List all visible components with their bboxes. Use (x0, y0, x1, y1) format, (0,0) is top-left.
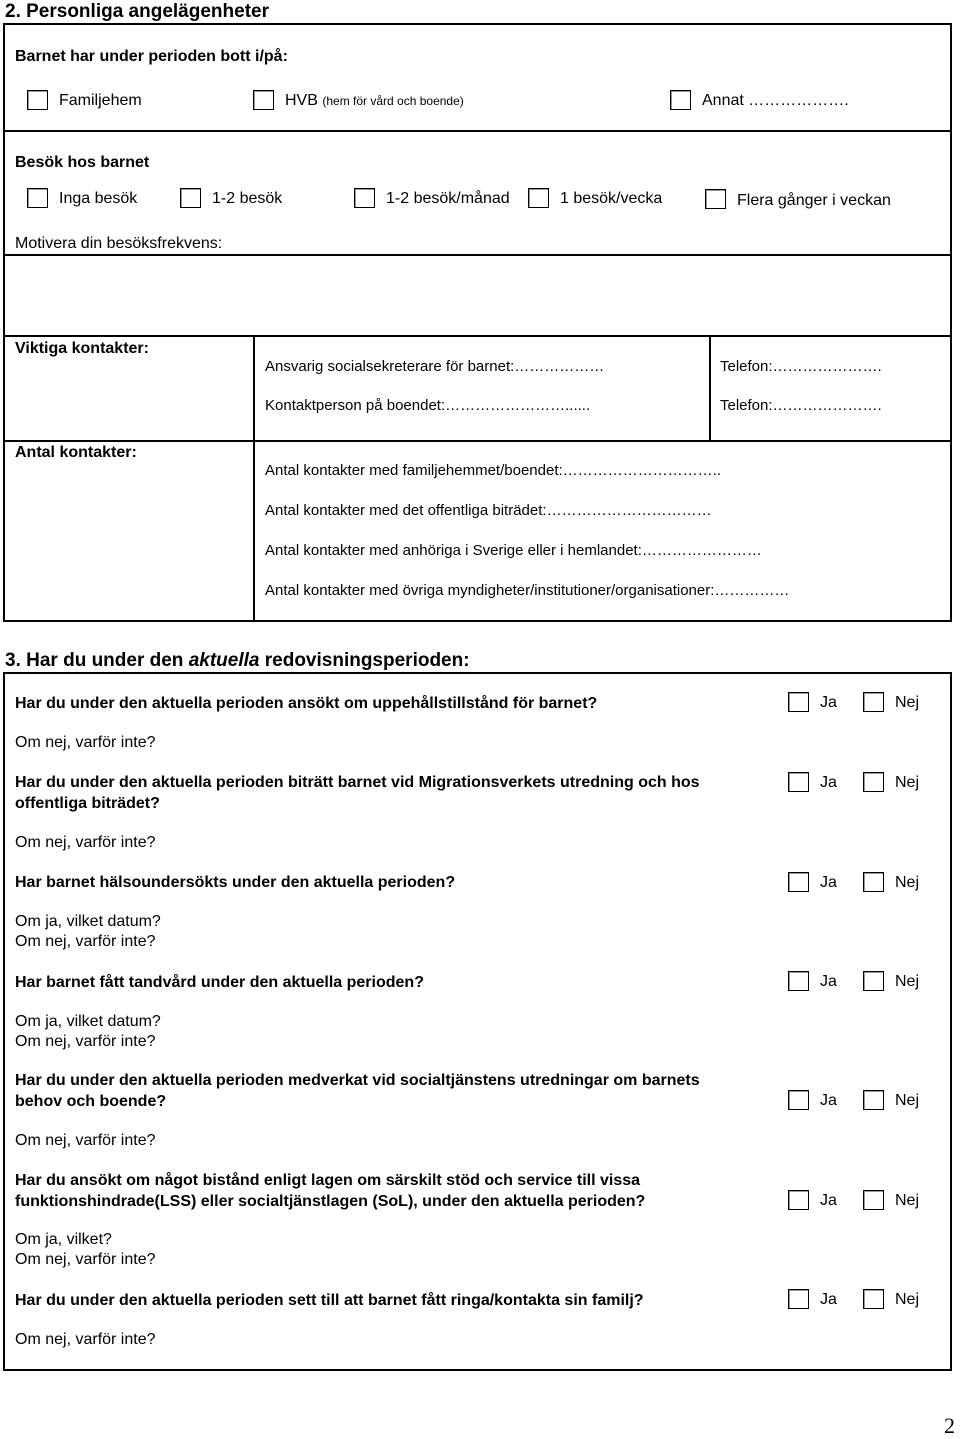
annat-checkbox[interactable] (670, 90, 691, 110)
question: Har du under den aktuella perioden ansökt om uppehållstillstånd för barnet? (15, 695, 598, 712)
hvb-checkbox[interactable] (253, 90, 274, 110)
followup: Om nej, varför inte? (15, 1251, 156, 1268)
besok-option-label: 1-2 besök/månad (386, 190, 510, 207)
nej-label: Nej (895, 1291, 920, 1308)
ja-checkbox[interactable] (788, 772, 809, 792)
divider (4, 130, 950, 132)
question: Har du under den aktuella perioden medverkat vid socialtjänstens utredningar om barnets behov och boende? (15, 1072, 700, 1110)
followup: Om nej, varför inte? (15, 734, 156, 751)
kontaktperson-field[interactable]: Kontaktperson på boendet:……………………...... (265, 397, 591, 414)
question: Har du under den aktuella perioden biträtt barnet vid Migrationsverkets utredning och hos offentliga biträdet? (15, 774, 700, 812)
besok-option-checkbox[interactable] (705, 189, 726, 209)
question: Har barnet hälsoundersökts under den aktuella perioden? (15, 874, 456, 891)
hvb-note: (hem för vård och boende) (322, 94, 464, 108)
familjehem-label: Familjehem (59, 92, 142, 109)
question: Har du ansökt om något bistånd enligt lagen om särskilt stöd och service till vissa funktionshindrade(LSS) eller socialtjänstlagen (SoL), under den aktuella perioden? (15, 1172, 646, 1210)
familjehem-checkbox[interactable] (27, 90, 48, 110)
heading-emphasis: aktuella (188, 650, 260, 671)
ja-label: Ja (820, 874, 837, 891)
antal-kontakter-field[interactable]: Antal kontakter med övriga myndigheter/institutioner/organisationer:…………… (265, 582, 790, 599)
telefon-field-2[interactable]: Telefon:…………………. (720, 397, 882, 414)
followup: Om nej, varför inte? (15, 933, 156, 950)
nej-checkbox[interactable] (863, 872, 884, 892)
nej-label: Nej (895, 874, 920, 891)
nej-label: Nej (895, 1192, 920, 1209)
bott-label: Barnet har under perioden bott i/på: (15, 48, 288, 65)
besok-option-checkbox[interactable] (528, 188, 549, 208)
besok-option-label: 1-2 besök (212, 190, 283, 207)
nej-checkbox[interactable] (863, 1090, 884, 1110)
followup: Om nej, varför inte? (15, 834, 156, 851)
besok-option-checkbox[interactable] (354, 188, 375, 208)
nej-checkbox[interactable] (863, 772, 884, 792)
followup: Om nej, varför inte? (15, 1033, 156, 1050)
motivera-field[interactable] (6, 257, 948, 333)
followup: Om ja, vilket datum? (15, 913, 161, 930)
ja-checkbox[interactable] (788, 1289, 809, 1309)
antal-kontakter-label: Antal kontakter: (15, 444, 137, 461)
hvb-text: HVB (285, 92, 318, 109)
nej-label: Nej (895, 694, 920, 711)
besok-option-label: 1 besök/vecka (560, 190, 663, 207)
besok-option-label: Flera gånger i veckan (737, 192, 891, 209)
socialsekreterare-field[interactable]: Ansvarig socialsekreterare för barnet:……………… (265, 358, 605, 375)
column-divider (253, 336, 255, 621)
telefon-field-1[interactable]: Telefon:…………………. (720, 358, 882, 375)
ja-checkbox[interactable] (788, 971, 809, 991)
divider (4, 335, 950, 337)
divider (4, 440, 950, 442)
nej-label: Nej (895, 774, 920, 791)
nej-checkbox[interactable] (863, 1190, 884, 1210)
section-2-heading: 2. Personliga angelägenheter (5, 1, 269, 22)
antal-kontakter-field[interactable]: Antal kontakter med familjehemmet/boendet:………………………….. (265, 462, 721, 479)
followup: Om nej, varför inte? (15, 1331, 156, 1348)
annat-label: Annat ………………. (702, 92, 849, 109)
hvb-label (285, 92, 464, 110)
divider (4, 254, 950, 256)
heading-prefix: 3. Har du under den (5, 650, 189, 671)
question: Har du under den aktuella perioden sett till att barnet fått ringa/kontakta sin familj? (15, 1292, 644, 1309)
ja-checkbox[interactable] (788, 692, 809, 712)
motivera-label: Motivera din besöksfrekvens: (15, 235, 223, 252)
nej-checkbox[interactable] (863, 971, 884, 991)
besok-option-label: Inga besök (59, 190, 138, 207)
question: Har barnet fått tandvård under den aktuella perioden? (15, 974, 424, 991)
ja-label: Ja (820, 774, 837, 791)
nej-label: Nej (895, 973, 920, 990)
antal-kontakter-field[interactable]: Antal kontakter med anhöriga i Sverige eller i hemlandet:…………………… (265, 542, 762, 559)
nej-checkbox[interactable] (863, 1289, 884, 1309)
besok-option-checkbox[interactable] (27, 188, 48, 208)
ja-label: Ja (820, 694, 837, 711)
viktiga-kontakter-label: Viktiga kontakter: (15, 340, 149, 357)
besok-label: Besök hos barnet (15, 154, 150, 171)
followup: Om ja, vilket? (15, 1231, 112, 1248)
ja-label: Ja (820, 973, 837, 990)
antal-kontakter-field[interactable]: Antal kontakter med det offentliga biträdet:…………………………… (265, 502, 712, 519)
ja-label: Ja (820, 1291, 837, 1308)
column-divider (709, 336, 711, 441)
section-3-heading (5, 650, 470, 672)
followup: Om ja, vilket datum? (15, 1013, 161, 1030)
followup: Om nej, varför inte? (15, 1132, 156, 1149)
ja-checkbox[interactable] (788, 1190, 809, 1210)
ja-label: Ja (820, 1192, 837, 1209)
page-number: 2 (944, 1413, 955, 1438)
ja-checkbox[interactable] (788, 1090, 809, 1110)
heading-suffix: redovisningsperioden: (259, 650, 470, 671)
nej-checkbox[interactable] (863, 692, 884, 712)
ja-label: Ja (820, 1092, 837, 1109)
besok-option-checkbox[interactable] (180, 188, 201, 208)
ja-checkbox[interactable] (788, 872, 809, 892)
nej-label: Nej (895, 1092, 920, 1109)
